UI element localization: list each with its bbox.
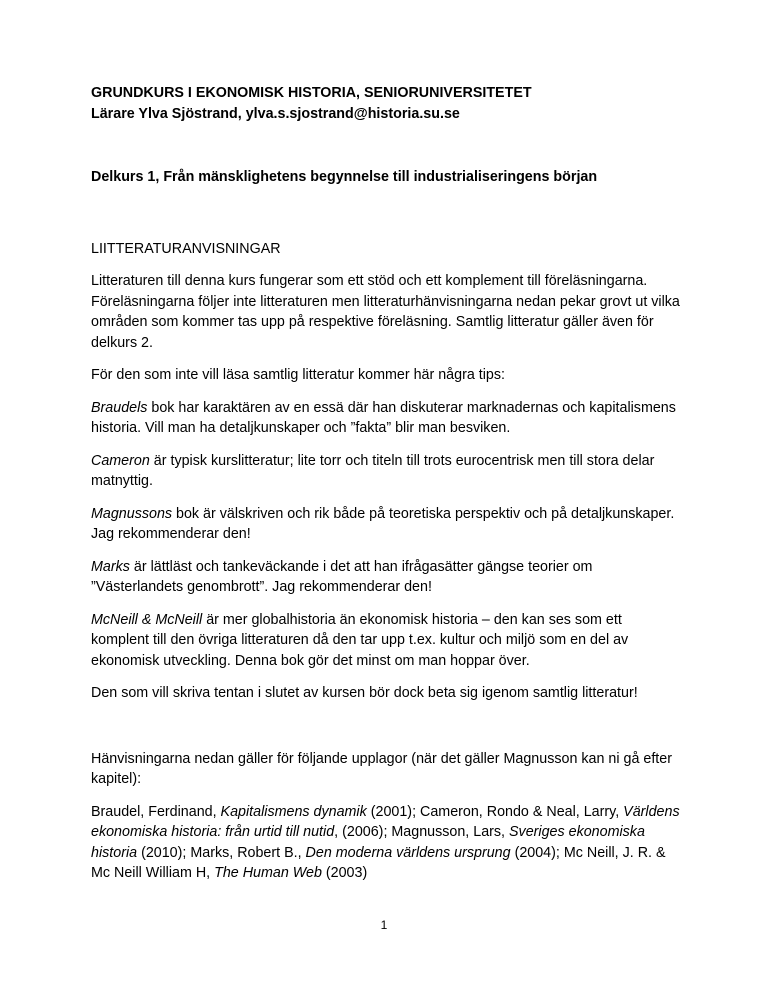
tip-text: bok har karaktären av en essä där han diskuterar marknadernas och kapitalismens historia. Vill man ha detaljkunskaper och ”fakta” blir man besviken. [91, 399, 676, 436]
reference-text: (2001); Cameron, Rondo & Neal, Larry, [366, 803, 624, 820]
course-title: GRUNDKURS I EKONOMISK HISTORIA, SENIORUNIVERSITETET [91, 85, 532, 101]
tip-author: McNeill & McNeill [91, 611, 203, 628]
tip-text: är lättläst och tankeväckande i det att han ifrågasätter gängse teorier om ”Västerlandets genombrott”. Jag rekommenderar den! [91, 558, 593, 595]
tip-author: Marks [91, 558, 130, 575]
tip-text: bok är välskriven och rik både på teoretiska perspektiv och på detaljkunskaper. Jag rekommenderar den! [91, 505, 675, 542]
reference-text: (2003) [321, 865, 368, 881]
tip-paragraph [91, 398, 681, 439]
tip-text: är mer globalhistoria än ekonomisk historia – den kan ses som ett komplent till den övriga litteraturen då den tar upp t.ex. kultur och miljö som en del av ekonomisk utveckling. Denna bok gör det minst om man hoppar över. [91, 611, 629, 669]
tip-author: Cameron [91, 452, 150, 469]
reference-text: (2004); Mc Neill, J. R. & Mc Neill William H, [91, 844, 666, 881]
editions-intro: Hänvisningarna nedan gäller för följande upplagor (när det gäller Magnusson kan ni gå efter kapitel): [91, 750, 672, 787]
reference-text: , (2006); Magnusson, Lars, [334, 824, 510, 840]
teacher-line: Lärare Ylva Sjöstrand, ylva.s.sjostrand@historia.su.se [91, 105, 460, 122]
subcourse-title: Delkurs 1, Från mänsklighetens begynnelse till industrialiseringens början [91, 169, 598, 185]
tips-intro: För den som inte vill läsa samtlig litteratur kommer här några tips: [91, 367, 505, 383]
tip-text: är typisk kurslitteratur; lite torr och titeln till trots eurocentrisk men till stora delar matnyttig. [91, 452, 655, 489]
reference-text: Braudel, Ferdinand, [91, 803, 221, 820]
tip-author: Braudels [91, 399, 148, 416]
reference-text: (2010); Marks, Robert B., [137, 844, 306, 861]
reference-title: Världens ekonomiska historia: från urtid till nutid [91, 803, 680, 840]
references-paragraph [91, 802, 681, 884]
closing-tip: Den som vill skriva tentan i slutet av kursen bör dock beta sig igenom samtlig litteratur! [91, 685, 638, 701]
tip-paragraph [91, 504, 681, 545]
reference-title: The Human Web [214, 865, 322, 881]
document-page [91, 83, 681, 884]
reference-title: Den moderna världens ursprung [305, 844, 511, 861]
reference-title: Sveriges ekonomiska historia [91, 824, 645, 861]
tip-paragraph [91, 451, 681, 492]
page-number: 1 [380, 918, 388, 932]
section-heading: LIITTERATURANVISNINGAR [91, 240, 281, 257]
tip-author: Magnussons [91, 505, 173, 522]
tip-paragraph [91, 557, 681, 598]
tip-paragraph [91, 610, 681, 672]
reference-title: Kapitalismens dynamik [220, 803, 367, 820]
intro-paragraph: Litteraturen till denna kurs fungerar som ett stöd och ett komplement till föreläsningarna. Föreläsningarna följer inte litteraturen men litteraturhänvisningarna nedan pekar grovt ut vilka områden som kommer tas upp på respektive föreläsning. Samtlig litteratur gäller även för delkurs 2. [91, 273, 680, 351]
